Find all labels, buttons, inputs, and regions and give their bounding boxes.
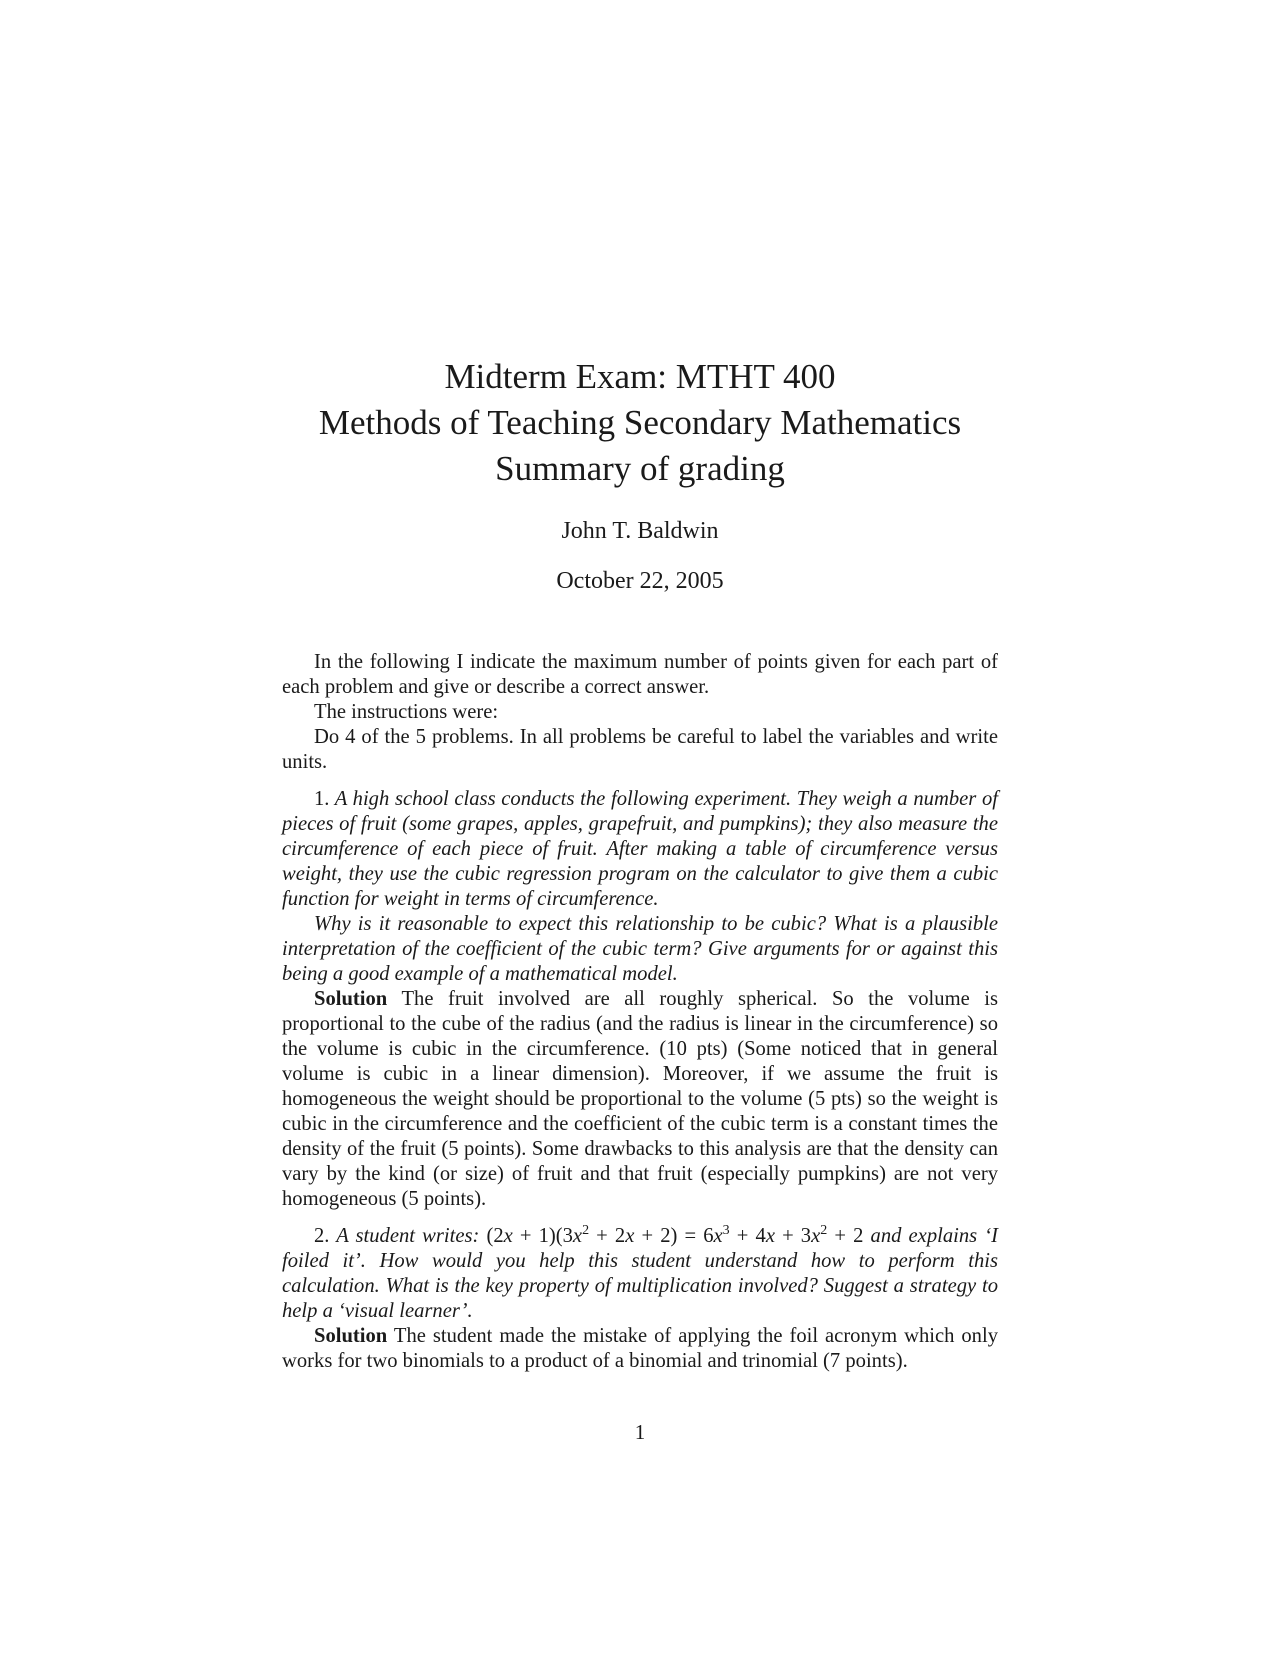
instructions-heading: The instructions were: <box>314 701 499 723</box>
exam-title: Midterm Exam: MTHT 400 <box>444 357 836 396</box>
course-title: Methods of Teaching Secondary Mathematics <box>318 403 962 442</box>
problem-1-solution <box>282 987 998 1212</box>
page-number: 1 <box>634 1420 646 1444</box>
problem-1-number: 1. <box>314 788 330 810</box>
problem-2-text: and explains ‘I foiled it’. How would you help this student understand how to perform this calculation. What is the key property of multiplication involved? Suggest a strategy to help a ‘visual learner’. <box>282 1225 998 1322</box>
problem-2-solution-label: Solution <box>314 1325 388 1347</box>
problem-2-statement <box>282 1224 998 1324</box>
problem-2-solution-text: The student made the mistake of applying the foil acronym which only works for two binomials to a product of a binomial and trinomial (7 points). <box>282 1325 999 1372</box>
instructions-text: Do 4 of the 5 problems. In all problems be careful to label the variables and write units. <box>282 726 998 773</box>
problem-2-equation: $(2x + 1)(3x^2 + 2x + 2) = 6x^3 + 4x + 3x^2 + 2$ <box>486 1223 864 1247</box>
author: John T. Baldwin <box>561 518 719 544</box>
problem-1-solution-text: The fruit involved are all roughly spherical. So the volume is proportional to the cube of the radius (and the radius is linear in the circumference) so the volume is cubic in the circumference. (10 pts) (Some noticed that in general volume is cubic in a linear dimension). Moreover, if we assume the fruit is homogeneous the weight should be proportional to the volume (5 pts) so the weight is cubic in the circumference and the coefficient of the cubic term is a constant times the density of the fruit (5 points). Some drawbacks to this analysis are that the density can vary by the kind (or size) of fruit and that fruit (especially pumpkins) are not very homogeneous (5 points). <box>282 988 998 1210</box>
problem-1-solution-label: Solution <box>314 988 388 1010</box>
problem-2-lead: A student writes: <box>336 1225 480 1247</box>
problem-2-solution <box>282 1324 998 1374</box>
problem-1-question: Why is it reasonable to expect this relationship to be cubic? What is a plausible interpretation of the coefficient of the cubic term? Give arguments for or against this being a good example of a mathematical model. <box>282 913 998 985</box>
problem-1-text: A high school class conducts the following experiment. They weigh a number of pieces of fruit (some grapes, apples, grapefruit, and pumpkins); they also measure the circumference of each piece of fruit. After making a table of circumference versus weight, they use the cubic regression program on the calculator to give them a cubic function for weight in terms of circumference. <box>282 788 998 910</box>
problem-1-statement <box>282 787 998 912</box>
title-block <box>0 354 1280 596</box>
document-body <box>282 650 998 1374</box>
document-subtitle: Summary of grading <box>495 449 785 488</box>
date: October 22, 2005 <box>556 568 724 594</box>
problem-2-number: 2. <box>314 1225 330 1247</box>
intro-paragraph: In the following I indicate the maximum number of points given for each part of each problem and give or describe a correct answer. <box>282 651 998 698</box>
